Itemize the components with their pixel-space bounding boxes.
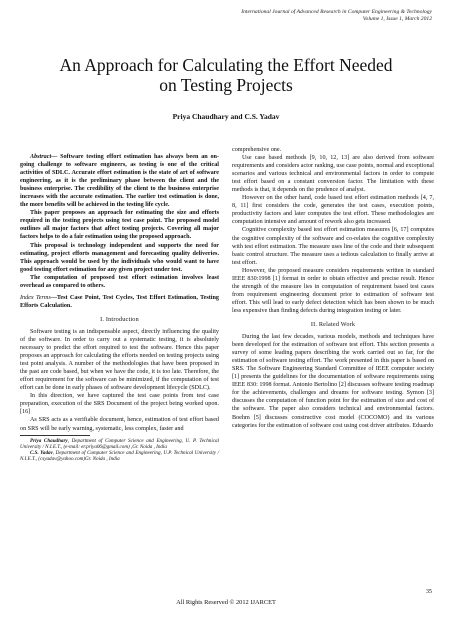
journal-volume: Volume 1, Issue 1, March 2012 <box>362 16 432 22</box>
paper-authors: Priya Chaudhary and C.S. Yadav <box>172 112 280 121</box>
abstract-text: Software testing effort estimation has always been an on-going challenge to software engineers, as testing is one of the critical activities of SDLC. Accurate effort estimation is the state of art of software engineering, as it is the preliminary phase between the client and the business enterprise. The credibility of the client to the business enterprise increases with the accurate estimation. The earlier test estimation is done, the more benefits will be achieved in the testing life cycle. <box>20 154 219 209</box>
intro-paragraph-3: As SRS acts as a verifiable document, hence, estimation of test effort based on SRS will be early warning, systematic, less complex, faster and <box>20 417 219 432</box>
section-heading-introduction: I. Introduction <box>100 315 139 323</box>
related-work-paragraph: During the last few decades, various models, methods and techniques have been developed for the estimation of software test effort. This section presents a survey of some leading papers describing the work carried out so far, for the estimation of software testing effort. The work presented in this paper is based on SRS. The Software Engineering Standard Committee of IEEE computer society [1] presents the guidelines for the documentation of software requirements using IEEE 830: 1998 format. Antonio Bertolino [2] discusses software testing roadmap for the achievements, challenges and dreams for software testing. Symon [3] discusses the computation of function point for the estimation of size and cost of the software. The paper also considers technical and environmental factors. Boehm [5] discusses constructive cost model (COCOMO) and its various categories for the estimation of software cost using cost driver attributes. Eduardo <box>232 334 434 429</box>
abstract-paragraph-4: The computation of proposed test effort estimation involves least overhead as compared to others. <box>20 274 219 289</box>
abstract-label: Abstract— <box>30 154 58 160</box>
footnote-divider <box>20 435 90 436</box>
page-number: 35 <box>425 588 432 595</box>
intro-paragraph-2: In this direction, we have captured the test case points from test case preparation, execution of the SRS Document of the project being worked upon. [16] <box>20 393 219 416</box>
abstract-paragraph-3: This proposal is technology independent and supports the need for estimating, project efforts management and forecasting quality deliveries. This approach would be used by the individuals who would want to have good testing effort estimation for any given project under test. <box>20 242 219 273</box>
copyright-footer: All Rights Reserved © 2012 IJARCET <box>176 599 276 606</box>
left-column <box>20 153 219 462</box>
journal-name: International Journal of Advanced Research in Computer Engineering & Technology <box>241 9 432 15</box>
right-paragraph-2: However on the other hand, code based test effort estimation methods [4, 7, 8, 11] first considers the code, generates the test cases, execution points, productivity factors and later computes the test effort. These methodologies are computation intensive and amount of rework also gets increased. <box>232 195 434 226</box>
footnote-author-2-text: , Department of Computer Science and Engineering, U.P. Technical University / N.I.E.T., (csyadav@yahoo.com)Gr. Noida , India <box>20 449 219 463</box>
footnote-author-1-text: , Department of Computer Science and Engineering, U. P. Technical University / N.I.E.T., (e-mail: er.priya06@gmail.com) ,Gr. Noida , India <box>20 437 219 450</box>
title-line-1: An Approach for Calculating the Effort Needed <box>59 55 393 75</box>
abstract-paragraph <box>20 153 219 209</box>
footnote-author-1-name: Priya Chaudhary <box>30 437 68 444</box>
index-terms-text: —Test Case Point, Test Cycles, Test Effort Estimation, Testing Efforts Calculation. <box>20 294 219 309</box>
title-line-2: on Testing Projects <box>159 75 293 95</box>
section-heading-related-work: II. Related Work <box>310 320 356 328</box>
paper-title <box>20 55 432 95</box>
intro-paragraph-1: Software testing is an indispensable aspect, directly influencing the quality of the software. In order to carry out a systematic testing, it is absolutely necessary to predict the effort required to test the software. Hence this paper proposes an approach for calculating the efforts needed on testing projects using test point analysis. A number of the methodologies that have been proposed in the past are code based, but when we have the code, it is too late. Therefore, the effort requirement for the software can be minimized, if the computation of test effort can be done in early phases of software development lifecycle (SDLC). <box>20 328 219 392</box>
right-paragraph-4: However, the proposed measure considers requirements written in standard IEEE 830:1998 [1] format in order to obtain effective and precise result. Hence the strength of the measure lies in computation of requirement based test cases from requirement engineering document prior to estimation of software test effort. This will lead to early defect detection which has been shown to be much less expensive than finding defects during integration testing or later. <box>232 267 434 314</box>
right-paragraph-1: Use case based methods [9, 10, 12, 13] are also derived from software requirements and considers actor ranking, use case points, normal and exceptional scenarios and various technical and environmental factors in order to compute test effort based on a constant conversion factor. The limitation with these methods is that, it depends on the prudence of analyst. <box>232 155 434 194</box>
right-paragraph-3: Cognitive complexity based test effort estimation measures [6, 17] computes the cognitive complexity of the software and co-relates the cognitive complexity with test effort estimation. The measure uses line of the code and their subsequent basic control structure. The measure uses a tedious calculation to finally arrive at test effort. <box>232 227 434 266</box>
footnote-author-2-name: C.S. Yadav <box>30 449 53 456</box>
journal-header <box>241 9 432 23</box>
index-terms-label: Index Terms <box>20 294 51 301</box>
abstract-paragraph-2: This paper proposes an approach for estimating the size and efforts required in the testing projects using test case point. The proposed model outlines all major factors that affect testing projects. Covering all major factors helps to do a fair estimation using the proposed approach. <box>20 210 219 241</box>
footnote-author-2 <box>20 450 219 462</box>
footnote-author-1 <box>20 438 219 450</box>
index-terms <box>20 294 219 310</box>
right-column <box>232 146 434 430</box>
right-paragraph-0: comprehensive one. <box>232 147 282 153</box>
